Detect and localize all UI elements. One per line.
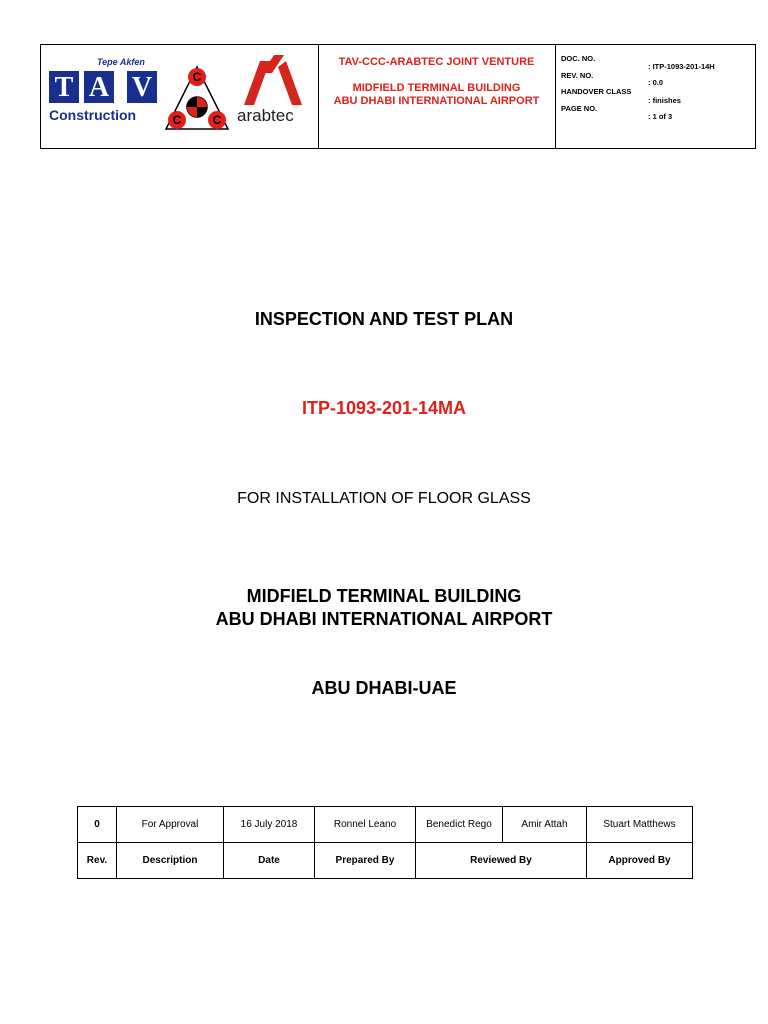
document-header [40,44,756,149]
header-project-name: MIDFIELD TERMINAL BUILDING [352,82,521,94]
header-project-location: ABU DHABI INTERNATIONAL AIRPORT [333,95,540,107]
handover-class-value: : finishes [648,96,681,105]
ccc-logo [162,63,232,133]
tav-logo-letter-t: T [49,71,79,103]
joint-venture-title: TAV-CCC-ARABTEC JOINT VENTURE [338,56,535,68]
document-place: ABU DHABI-UAE [311,678,457,698]
doc-no-value: : ITP-1093-201-14H [648,62,715,71]
revision-header-row [78,843,693,879]
project-location: ABU DHABI INTERNATIONAL AIRPORT [215,609,553,629]
header-title-panel [318,45,556,148]
ccc-letter-left: C [172,113,182,127]
tav-akfen-text: Tepe Akfen [97,57,145,67]
approved-by-header: Approved By [587,843,693,879]
logo-panel [41,45,319,148]
revision-table [77,806,693,879]
page-no-value: : 1 of 3 [648,112,673,121]
reviewed-by-cell-2: Amir Attah [503,807,587,843]
reviewed-by-cell-1: Benedict Rego [416,807,503,843]
document-subtitle: FOR INSTALLATION OF FLOOR GLASS [237,490,531,507]
prepared-by-cell: Ronnel Leano [315,807,416,843]
document-number: ITP-1093-201-14MA [301,398,467,418]
handover-class-label: HANDOVER CLASS [561,87,632,96]
ccc-letter-right: C [212,113,222,127]
reviewed-by-header: Reviewed By [416,843,587,879]
prepared-by-header: Prepared By [315,843,416,879]
rev-number-cell: 0 [78,807,117,843]
arabtec-logo-text: arabtec [237,106,294,125]
rev-no-label: REV. NO. [561,71,594,80]
arabtec-logo-mark [238,53,308,105]
tav-logo-letter-a: A [84,71,114,103]
date-cell: 16 July 2018 [224,807,315,843]
approved-by-cell: Stuart Matthews [587,807,693,843]
rev-no-value: : 0.0 [648,78,664,87]
tav-logo-letter-v: V [127,71,157,103]
tav-construction-text: Construction [49,107,137,123]
rev-header: Rev. [78,843,117,879]
description-header: Description [117,843,224,879]
description-cell: For Approval [117,807,224,843]
document-title: INSPECTION AND TEST PLAN [254,309,514,329]
revision-row [78,807,693,843]
doc-no-label: DOC. NO. [561,54,596,63]
project-name: MIDFIELD TERMINAL BUILDING [246,586,522,606]
date-header: Date [224,843,315,879]
ccc-letter-top: C [192,70,202,84]
page-no-label: PAGE NO. [561,104,598,113]
document-meta-panel [555,45,755,148]
